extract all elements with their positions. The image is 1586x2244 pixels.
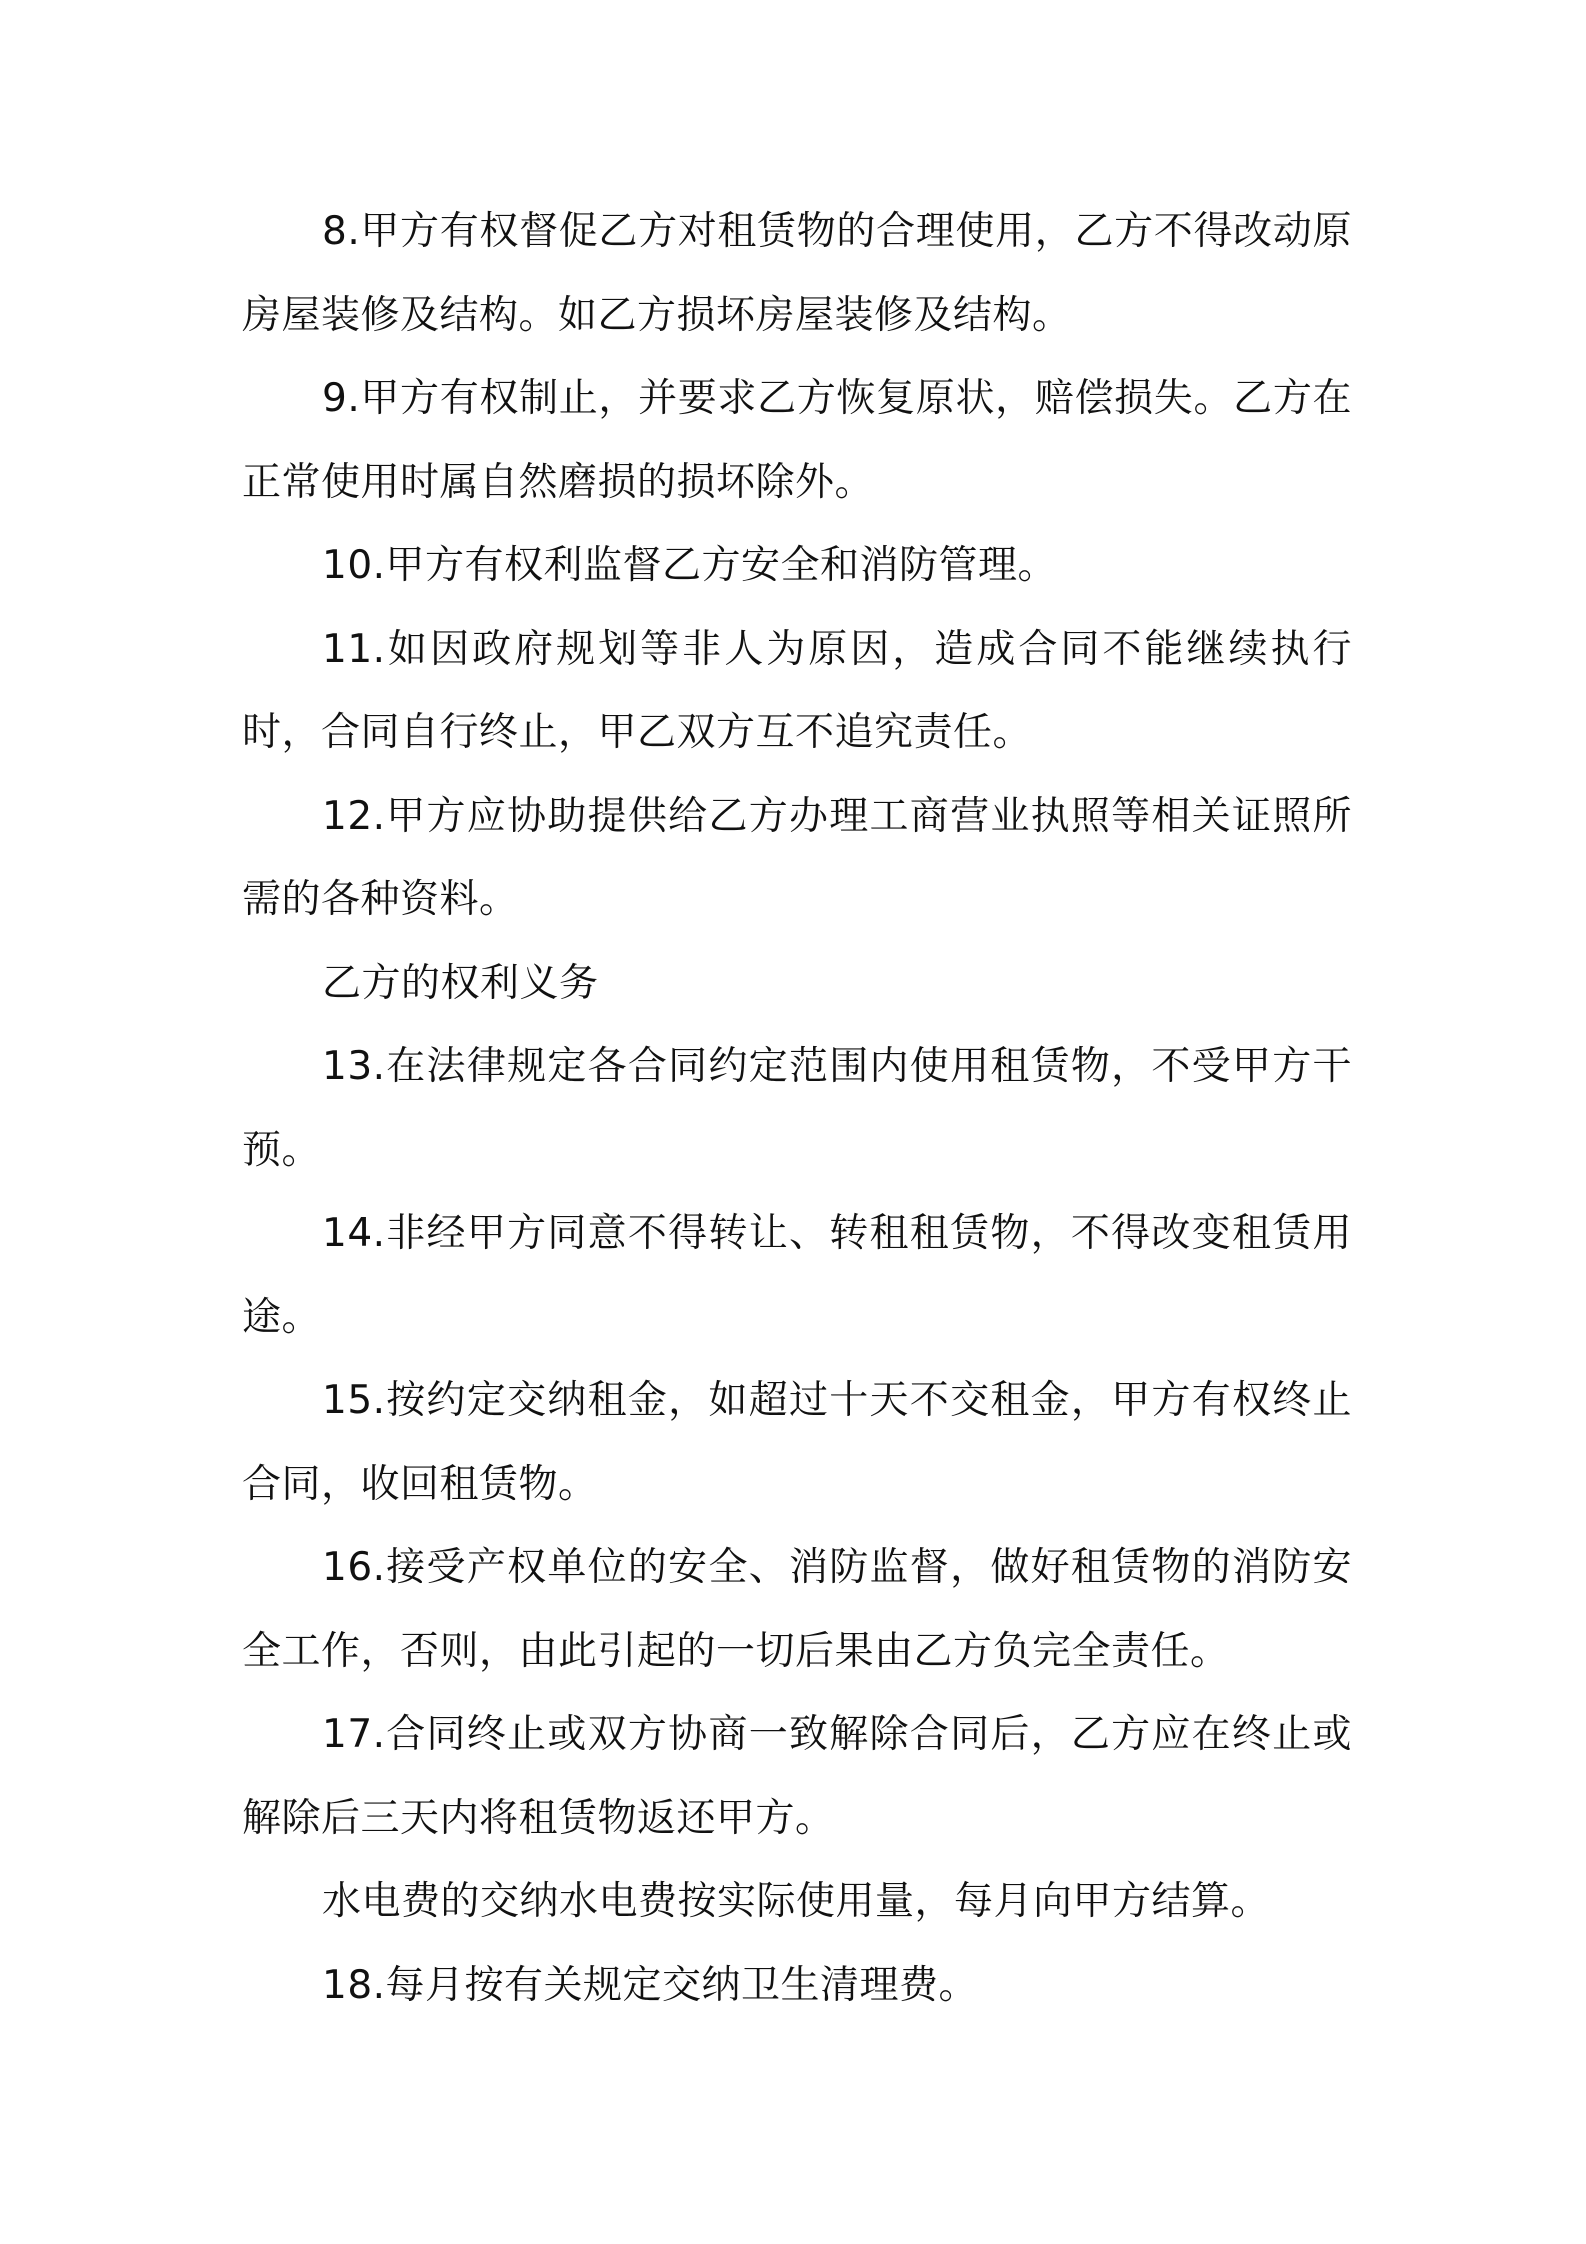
paragraph-utilities: 水电费的交纳水电费按实际使用量，每月向甲方结算。 (322, 1879, 1271, 1924)
paragraph-item-10: 10.甲方有权利监督乙方安全和消防管理。 (322, 543, 1058, 588)
paragraph-item-17: 17.合同终止或双方协商一致解除合同后，乙方应在终止或解除后三天内将租赁物返还甲方。 (242, 1712, 1352, 1841)
paragraph-item-12: 12.甲方应协助提供给乙方办理工商营业执照等相关证照所需的各种资料。 (242, 793, 1352, 922)
paragraph-item-13: 13.在法律规定各合同约定范围内使用租赁物，不受甲方干预。 (242, 1044, 1352, 1173)
section-heading-party-b-rights: 乙方的权利义务 (322, 960, 599, 1006)
document-body (242, 190, 1352, 2027)
paragraph-item-16: 16.接受产权单位的安全、消防监督，做好租赁物的消防安全工作，否则，由此引起的一切后果由乙方负完全责任。 (242, 1545, 1352, 1674)
paragraph-item-11: 11.如因政府规划等非人为原因，造成合同不能继续执行时，合同自行终止，甲乙双方互不追究责任。 (242, 626, 1352, 755)
paragraph-item-14: 14.非经甲方同意不得转让、转租租赁物，不得改变租赁用途。 (242, 1211, 1352, 1340)
paragraph-item-9: 9.甲方有权制止，并要求乙方恢复原状，赔偿损失。乙方在正常使用时属自然磨损的损坏除外。 (242, 376, 1352, 505)
paragraph-item-18: 18.每月按有关规定交纳卫生清理费。 (322, 1962, 979, 2008)
paragraph-item-8: 8.甲方有权督促乙方对租赁物的合理使用，乙方不得改动原房屋装修及结构。如乙方损坏房屋装修及结构。 (242, 209, 1352, 338)
paragraph-item-15: 15.按约定交纳租金，如超过十天不交租金，甲方有权终止合同，收回租赁物。 (242, 1378, 1352, 1507)
